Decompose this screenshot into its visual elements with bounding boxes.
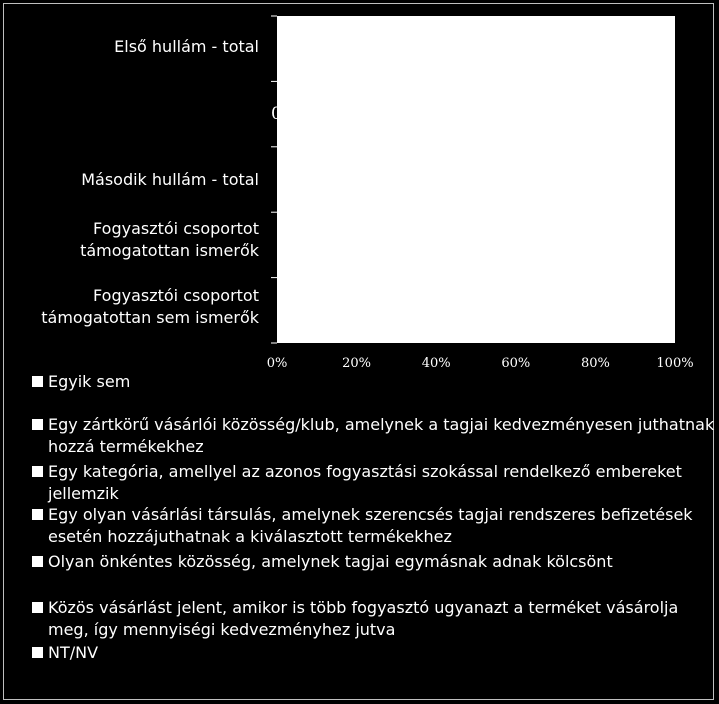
legend-swatch [32,466,43,477]
x-tick-label: 80% [580,356,610,371]
x-tick-label: 0% [266,356,288,371]
legend-label: Egyik sem [48,372,131,391]
legend-swatch [32,419,43,430]
x-tick-label: 100% [656,356,694,371]
legend-swatch [32,509,43,520]
legend-label: NT/NV [48,643,99,662]
legend-label: Egy olyan vásárlási társulás, amelynek szerencsés tagjai rendszeres befizetések esetén hozzájuthatnak a kiválasztott termékekhez [48,505,693,546]
category-label: Második hullám - total [81,170,259,189]
category-label: Első hullám - total [114,37,259,56]
category-label: Fogyasztói csoportot támogatottan sem ismerők [41,286,259,327]
x-tick-label: 20% [342,356,372,371]
x-tick-label: 60% [501,356,531,371]
category-label: Fogyasztói csoportot támogatottan ismerők [80,219,259,260]
plot-area [277,16,675,343]
legend-swatch [32,556,43,567]
legend-label: Olyan önkéntes közösség, amelynek tagjai egymásnak adnak kölcsönt [48,552,613,571]
legend-label: Egy zártkörű vásárlói közösség/klub, amelynek a tagjai kedvezményesen juthatnak hozzá termékekhez [48,415,715,456]
legend-label: Közös vásárlást jelent, amikor is több fogyasztó ugyanazt a terméket vásárolja meg, így mennyiségi kedvezményhez jutva [48,598,679,639]
legend-label: Egy kategória, amellyel az azonos fogyasztási szokással rendelkező embereket jellemzik [48,462,682,503]
x-tick-label: 40% [421,356,451,371]
stray-category-label: 0 [271,104,282,124]
legend-swatch [32,376,43,387]
legend-swatch [32,647,43,658]
legend-swatch [32,602,43,613]
